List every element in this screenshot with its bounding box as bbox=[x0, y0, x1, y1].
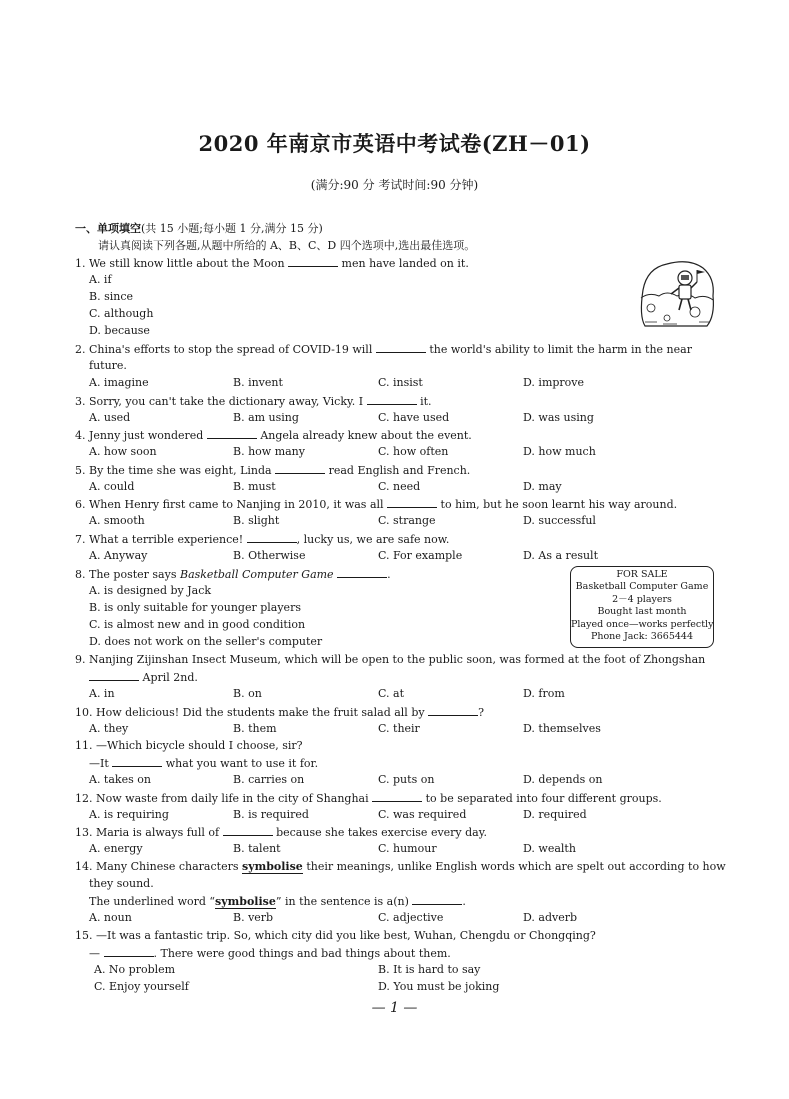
question-3-stem: 3. Sorry, you can't take the dictionary away, Vicky. I it. bbox=[75, 395, 432, 408]
q1-option-c: C. although bbox=[89, 307, 154, 320]
q10-option-a: A. they bbox=[89, 722, 129, 735]
q11-option-a: A. takes on bbox=[89, 773, 151, 786]
poster-line: Basketball Computer Game bbox=[575, 581, 709, 593]
answer-blank bbox=[376, 342, 426, 353]
q5-option-d: D. may bbox=[523, 480, 562, 493]
q2-option-a: A. imagine bbox=[89, 376, 149, 389]
q12-option-c: C. was required bbox=[378, 808, 467, 821]
section-note: (共 15 小题;每小题 1 分,满分 15 分) bbox=[141, 222, 323, 235]
q4-option-c: C. how often bbox=[378, 445, 449, 458]
q8-option-d: D. does not work on the seller's computer bbox=[89, 635, 323, 648]
q8-option-b: B. is only suitable for younger players bbox=[89, 601, 301, 614]
q3-option-a: A. used bbox=[89, 411, 131, 424]
q11-option-b: B. carries on bbox=[233, 773, 305, 786]
q2-option-d: D. improve bbox=[523, 376, 585, 389]
q15-option-d: D. You must be joking bbox=[378, 980, 500, 993]
question-15-stem: 15. —It was a fantastic trip. So, which city did you like best, Wuhan, Chengdu or Chongqing? bbox=[75, 929, 596, 942]
question-5-stem: 5. By the time she was eight, Linda read English and French. bbox=[75, 464, 471, 477]
q9-option-a: A. in bbox=[89, 687, 115, 700]
answer-blank bbox=[372, 791, 422, 802]
question-1-stem: 1. We still know little about the Moon men have landed on it. bbox=[75, 257, 469, 270]
q13-option-b: B. talent bbox=[233, 842, 281, 855]
q14-option-a: A. noun bbox=[89, 911, 132, 924]
q9-option-c: C. at bbox=[378, 687, 404, 700]
q14-option-b: B. verb bbox=[233, 911, 274, 924]
question-14-prompt: The underlined word “symbolise” in the sentence is a(n) . bbox=[89, 895, 466, 908]
q8-option-c: C. is almost new and in good condition bbox=[89, 618, 306, 631]
answer-blank bbox=[337, 567, 387, 578]
answer-blank bbox=[207, 428, 257, 439]
q4-option-b: B. how many bbox=[233, 445, 305, 458]
q12-option-b: B. is required bbox=[233, 808, 309, 821]
poster-heading: FOR SALE bbox=[616, 569, 668, 580]
question-9-stem: 9. Nanjing Zijinshan Insect Museum, which will be open to the public soon, was formed at the foot of Zhongshan bbox=[75, 653, 706, 666]
poster-line: Bought last month bbox=[597, 606, 687, 618]
q1-option-b: B. since bbox=[89, 290, 133, 303]
question-2-stem: 2. China's efforts to stop the spread of COVID-19 will the world's ability to limit the harm in the near bbox=[75, 343, 692, 356]
q14-option-c: C. adjective bbox=[378, 911, 444, 924]
question-14-stem-cont: they sound. bbox=[89, 877, 154, 890]
q13-option-d: D. wealth bbox=[523, 842, 576, 855]
exam-info: (满分:90 分 考试时间:90 分钟) bbox=[310, 178, 479, 192]
q4-option-d: D. how much bbox=[523, 445, 596, 458]
poster-line: 2－4 players bbox=[612, 593, 672, 605]
q15-option-b: B. It is hard to say bbox=[378, 963, 481, 976]
q2-option-c: C. insist bbox=[378, 376, 423, 389]
q7-option-b: B. Otherwise bbox=[233, 549, 306, 562]
question-13-stem: 13. Maria is always full of because she takes exercise every day. bbox=[75, 826, 487, 839]
page-title: 2020 年南京市英语中考试卷(ZH－01) bbox=[198, 131, 591, 156]
q7-option-c: C. For example bbox=[378, 549, 463, 562]
q12-option-a: A. is requiring bbox=[89, 808, 169, 821]
q7-option-a: A. Anyway bbox=[89, 549, 148, 562]
q11-option-c: C. puts on bbox=[378, 773, 435, 786]
section-instruction: 请认真阅读下列各题,从题中所给的 A、B、C、D 四个选项中,选出最佳选项。 bbox=[98, 239, 476, 252]
question-12-stem: 12. Now waste from daily life in the city of Shanghai to be separated into four different groups. bbox=[75, 792, 662, 805]
answer-blank bbox=[387, 497, 437, 508]
q9-option-b: B. on bbox=[233, 687, 262, 700]
q3-option-d: D. was using bbox=[523, 411, 594, 424]
question-8-stem: 8. The poster says Basketball Computer Game . bbox=[75, 568, 391, 581]
q6-option-b: B. slight bbox=[233, 514, 280, 527]
answer-blank bbox=[288, 256, 338, 267]
q15-option-a: A. No problem bbox=[94, 963, 176, 976]
poster-line: Played once—works perfectly bbox=[571, 618, 714, 630]
question-10-stem: 10. How delicious! Did the students make the fruit salad all by ? bbox=[75, 706, 484, 719]
q1-option-a: A. if bbox=[89, 273, 112, 286]
for-sale-poster bbox=[570, 566, 714, 648]
answer-blank bbox=[104, 946, 154, 957]
answer-blank bbox=[89, 670, 139, 681]
answer-blank bbox=[247, 532, 297, 543]
q14-option-d: D. adverb bbox=[523, 911, 578, 924]
section-title: 一、单项填空 bbox=[75, 222, 141, 235]
q1-option-d: D. because bbox=[89, 324, 150, 337]
q7-option-d: D. As a result bbox=[523, 549, 598, 562]
page-number: — 1 — bbox=[371, 1000, 418, 1016]
question-7-stem: 7. What a terrible experience! , lucky us, we are safe now. bbox=[75, 533, 450, 546]
q3-option-c: C. have used bbox=[378, 411, 450, 424]
question-11-stem: 11. —Which bicycle should I choose, sir? bbox=[75, 739, 303, 752]
q6-option-a: A. smooth bbox=[89, 514, 145, 527]
answer-blank bbox=[367, 394, 417, 405]
question-11-reply: —It what you want to use it for. bbox=[89, 757, 319, 770]
q10-option-d: D. themselves bbox=[523, 722, 601, 735]
q6-option-d: D. successful bbox=[523, 514, 596, 527]
answer-blank bbox=[428, 705, 478, 716]
q5-option-b: B. must bbox=[233, 480, 276, 493]
question-4-stem: 4. Jenny just wondered Angela already knew about the event. bbox=[75, 429, 472, 442]
q6-option-c: C. strange bbox=[378, 514, 436, 527]
answer-blank bbox=[412, 894, 462, 905]
q12-option-d: D. required bbox=[523, 808, 587, 821]
q10-option-b: B. them bbox=[233, 722, 277, 735]
question-14-stem: 14. Many Chinese characters symbolise their meanings, unlike English words which are spelt out according to how bbox=[75, 860, 726, 873]
q5-option-c: C. need bbox=[378, 480, 421, 493]
question-15-reply: — . There were good things and bad things about them. bbox=[89, 947, 451, 960]
answer-blank bbox=[112, 756, 162, 767]
q2-option-b: B. invent bbox=[233, 376, 283, 389]
q13-option-c: C. humour bbox=[378, 842, 437, 855]
q5-option-a: A. could bbox=[89, 480, 135, 493]
q10-option-c: C. their bbox=[378, 722, 420, 735]
question-9-stem-cont: April 2nd. bbox=[89, 670, 198, 685]
q8-option-a: A. is designed by Jack bbox=[89, 584, 212, 597]
q13-option-a: A. energy bbox=[89, 842, 143, 855]
answer-blank bbox=[223, 825, 273, 836]
question-6-stem: 6. When Henry first came to Nanjing in 2010, it was all to him, but he soon learnt his way around. bbox=[75, 498, 678, 511]
q15-option-c: C. Enjoy yourself bbox=[94, 980, 189, 993]
q3-option-b: B. am using bbox=[233, 411, 299, 424]
section-heading bbox=[75, 220, 323, 236]
q4-option-a: A. how soon bbox=[89, 445, 157, 458]
poster-phone: Phone Jack: 3665444 bbox=[590, 631, 694, 643]
answer-blank bbox=[275, 463, 325, 474]
q11-option-d: D. depends on bbox=[523, 773, 603, 786]
question-2-stem-cont: future. bbox=[89, 359, 127, 372]
astronaut-moon-illustration bbox=[637, 256, 717, 330]
q9-option-d: D. from bbox=[523, 687, 565, 700]
